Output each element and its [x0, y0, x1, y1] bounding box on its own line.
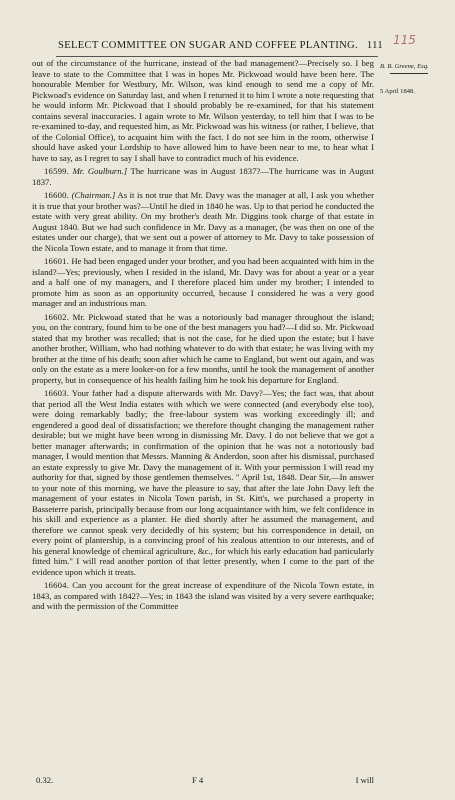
- footer-ref: 0.32.: [36, 775, 54, 785]
- paragraph-text: The hurricane was in August 1837?—The hurricane was in August 1837.: [32, 166, 375, 187]
- questioner-label: (Chairman.]: [71, 190, 116, 200]
- question-number: 16600.: [44, 190, 70, 200]
- header-rule: [56, 56, 378, 57]
- paragraph-text: out of the circumstance of the hurricane, instead of the bad management?—Precisely so. I beg leave to state to the Committee that I was in hopes Mr. Pickwoad would have been here. The honourable Member for Westbury, Mr. Wilson, was kind enough to send me a copy of Mr. Pickwoad's evidence on Saturday last, and when I returned it to him I wrote a note requesting that he would inform Mr. Pickwoad that I should probably be re-examined, for that his statement contains several inaccuracies. I again wrote to Mr. Wilson yesterday, to tell him that I was to be re-examined to-day, and requested him, as Mr. Pickwoad was his witness (or rather, I believe, that of the Colonial Office), to acquaint him with the fact. I do not see him in the room, otherwise I should have asked your Lordship to have allowed him to have been near to me, to hear what I have to say, as I regret to say I shall have to contradict much of his evidence.: [32, 58, 374, 163]
- catchword: I will: [355, 775, 374, 785]
- question-paragraph: [32, 256, 374, 309]
- question-number: 16603.: [44, 388, 70, 398]
- question-paragraph: [32, 312, 374, 386]
- paragraph-text: As it is not true that Mr. Davy was the manager at all, I ask you whether it is true that your brother was?—Until he died in 1840 he was. Up to that period he conducted the estate with very great ability. On my brother's death Mr. Diggins took charge of that estate in August 1840. But we had such confidence in Mr. Davy as a manager, (he was then on one of the estates under our charge), that we sent out a power of attorney to Mr. Davy to take possession of the Nicola Town estate, and to manage it from that time.: [32, 190, 374, 253]
- paragraph-text: Your father had a dispute afterwards with Mr. Davy?—Yes; the fact was, that about that period all the West India estates with which we were connected (and everybody else too), were doing remarkably badly; the free-labour system was working exceedingly ill; and engendered a good deal of dissatisfaction; we therefore thought changing the management rather desirable; but we might have been wrong in dismissing Mr. Davy. I do not believe that we got a better manager afterwards; in confirmation of the opinion that he was not a notoriously bad manager, I would mention that Messrs. Manning & Anderdon, soon after his dismissal, purchased an estate expressly to give Mr. Davy the management of it. With your permission I will read my authority for that, signed by those gentlemen themselves. " April 1st, 1848. Dear Sir,—In answer to your note of this morning, we have the pleasure to say, that after the late John Davy left the management of your estates in Nicola Town parish, in St. Kitt's, we purchased a property in Basseterre parish, principally because from our long acquaintance with him, we felt confidence in his skill and experience as a planter. He died shortly after he assumed the management, and therefore we cannot speak very decidedly of his system; but his correspondence in detail, on every point of plantership, is a convincing proof of his zealous attention to our interests, and of his general knowledge of chemical agriculture, &c., for which his early education had particularly fitted him." I will read another portion of that letter presently, when I come to the part of the evidence upon which it treats.: [32, 388, 374, 577]
- questioner-label: Mr. Goulburn.]: [72, 166, 128, 176]
- paragraph-text: He had been engaged under your brother, and you had been acquainted with him in the island?—Yes; previously, when I resided in the island, Mr. Davy was for about a year or a year and a half one of my managers, and I therefore placed him under my brother; I intended to promote him as soon as an opportunity occurred, because I considered he was a very good manager and an industrious man.: [32, 256, 375, 308]
- witness-name: B. B. Greene, Esq.: [380, 63, 429, 70]
- question-paragraph: [32, 166, 374, 187]
- signature-mark: F 4: [192, 775, 204, 785]
- paragraph-text: Can you account for the great increase of expenditure of the Nicola Town estate, in 1843, as compared with 1842?—Yes; in 1843 the island was visited by a very severe earthquake; and with the permission of the Committee: [32, 580, 374, 611]
- handwritten-page-number: 115: [393, 33, 416, 47]
- question-number: 16601.: [44, 256, 70, 266]
- paragraph-text: Mr. Pickwoad stated that he was a notoriously bad manager throughout the island; you, on the contrary, found him to be one of the best managers you had?—I did so. Mr. Pickwoad stated that my brother was recalled; that is not the case, for he died upon the estate; but I have another brother, William, who had nothing whatever to do with that estate; he was living with my brother at the time of his death; soon after which he came to England, but went out again, and was only on the estate as a mere looker-on for a few months, until he took the management of another property, but in consequence of his health failing him he took his departure for England.: [32, 311, 374, 385]
- question-number: 16604.: [44, 580, 70, 590]
- page-number: 111: [366, 40, 383, 51]
- continued-paragraph: [32, 58, 374, 163]
- question-number: 16599.: [44, 166, 70, 176]
- margin-note: [380, 62, 452, 97]
- header-title: SELECT COMMITTEE ON SUGAR AND COFFEE PLANTING.: [58, 40, 358, 51]
- question-paragraph: [32, 580, 374, 612]
- question-paragraph: [32, 190, 374, 253]
- question-paragraph: [32, 388, 374, 577]
- question-number: 16602.: [44, 311, 70, 322]
- running-header: [58, 40, 388, 51]
- evidence-text: [32, 58, 374, 615]
- witness-date: 5 April 1848.: [380, 88, 415, 95]
- page-footer: [32, 775, 374, 789]
- margin-rule: [390, 73, 428, 74]
